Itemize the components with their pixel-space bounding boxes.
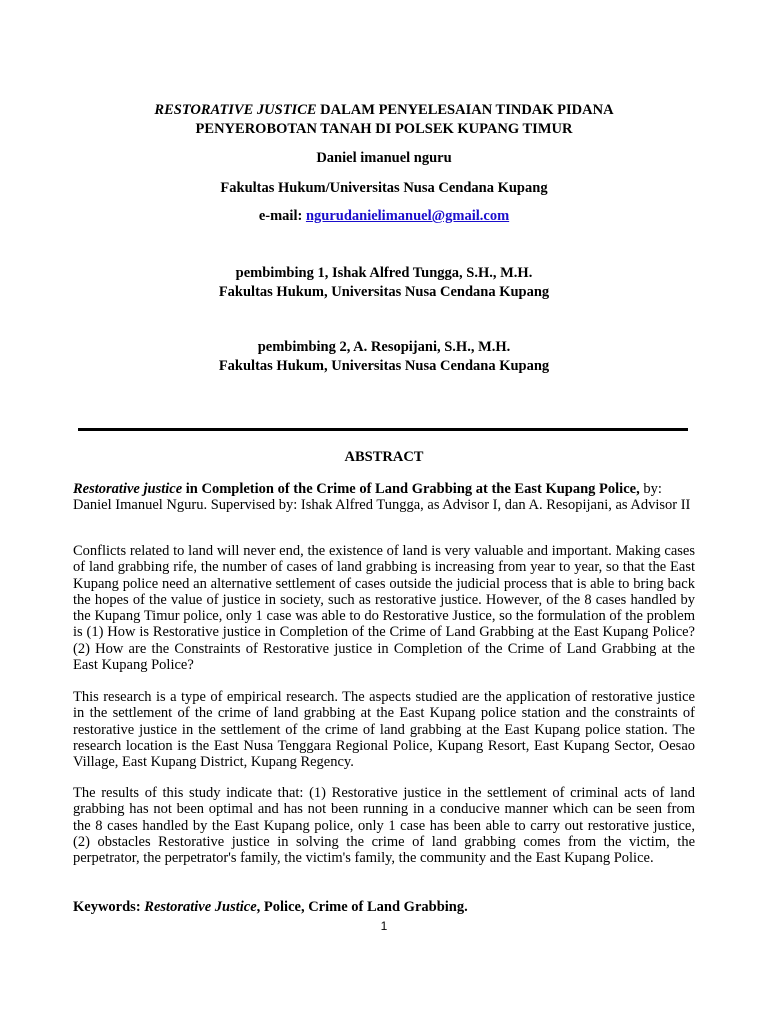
keywords bbox=[73, 899, 695, 915]
author-email bbox=[0, 208, 768, 225]
keywords-label: Keywords: bbox=[73, 899, 145, 915]
advisor-1-affiliation: Fakultas Hukum, Universitas Nusa Cendana Kupang bbox=[218, 284, 550, 300]
abstract-paragraph-3: The results of this study indicate that: (1) Restorative justice in the settlement of criminal acts of land grabbing has not been optimal and has not been running in a conducive manner which can be seen from the 8 cases handled by the East Kupang police, only 1 case has been able to carry out restorative justice, (2) obstacles Restorative justice in solving the crime of land grabbing comes from the victim, the perpetrator, the perpetrator's family, the victim's family, the community and the East Kupang Police. bbox=[73, 785, 695, 867]
abstract-subtitle bbox=[73, 481, 695, 514]
advisor-2 bbox=[0, 338, 768, 376]
advisor-1-name: pembimbing 1, Ishak Alfred Tungga, S.H., M.H. bbox=[235, 265, 533, 281]
email-link[interactable]: ngurudanielimanuel@gmail.com bbox=[305, 208, 510, 224]
title-line-1 bbox=[0, 101, 768, 120]
author-affiliation: Fakultas Hukum/Universitas Nusa Cendana Kupang bbox=[220, 180, 548, 196]
title-line-1-rest: DALAM PENYELESAIAN TINDAK PIDANA bbox=[316, 102, 614, 118]
keywords-rest: , Police, Crime of Land Grabbing. bbox=[256, 899, 468, 915]
page-number: 1 bbox=[380, 919, 388, 933]
abstract-byline: by: Daniel Imanuel Nguru. Supervised by: Ishak Alfred Tungga, as Advisor I, dan A. Resopijani, as Advisor II bbox=[73, 481, 691, 514]
title-line-2: PENYEROBOTAN TANAH DI POLSEK KUPANG TIMUR bbox=[195, 121, 573, 137]
advisor-1 bbox=[0, 264, 768, 302]
horizontal-divider bbox=[78, 428, 688, 431]
abstract-subtitle-italic: Restorative justice bbox=[73, 481, 183, 497]
advisor-2-name: pembimbing 2, A. Resopijani, S.H., M.H. bbox=[257, 339, 511, 355]
abstract-paragraph-1: Conflicts related to land will never end, the existence of land is very valuable and important. Making cases of land grabbing rife, the number of cases of land grabbing is increasing from year to year, so that the East Kupang police need an alternative settlement of cases outside the judicial process that is able to bring back the hopes of the value of justice in society, such as restorative justice. However, of the 8 cases handled by the Kupang Timur police, only 1 case was able to do Restorative Justice, so the formulation of the problem is (1) How is Restorative justice in Completion of the Crime of Land Grabbing at the East Kupang Police? (2) How are the Constraints of Restorative justice in Completion of the Crime of Land Grabbing at the East Kupang Police? bbox=[73, 543, 695, 674]
abstract-heading: ABSTRACT bbox=[344, 449, 424, 465]
paper-title bbox=[0, 101, 768, 139]
abstract-subtitle-bold: in Completion of the Crime of Land Grabbing at the East Kupang Police, bbox=[182, 481, 640, 497]
author-name: Daniel imanuel nguru bbox=[316, 150, 452, 166]
keywords-italic: Restorative Justice bbox=[144, 899, 257, 915]
title-italic-part: RESTORATIVE JUSTICE bbox=[154, 102, 317, 118]
abstract-paragraph-2: This research is a type of empirical research. The aspects studied are the application of restorative justice in the settlement of the crime of land grabbing at the East Kupang police station and the constraints of restorative justice in the settlement of the crime of land grabbing at the East Kupang police station. The research location is the East Nusa Tenggara Regional Police, Kupang Resort, East Kupang Sector, Oesao Village, East Kupang District, Kupang Regency. bbox=[73, 689, 695, 771]
email-label: e-mail: bbox=[258, 208, 306, 224]
advisor-2-affiliation: Fakultas Hukum, Universitas Nusa Cendana Kupang bbox=[218, 358, 550, 374]
